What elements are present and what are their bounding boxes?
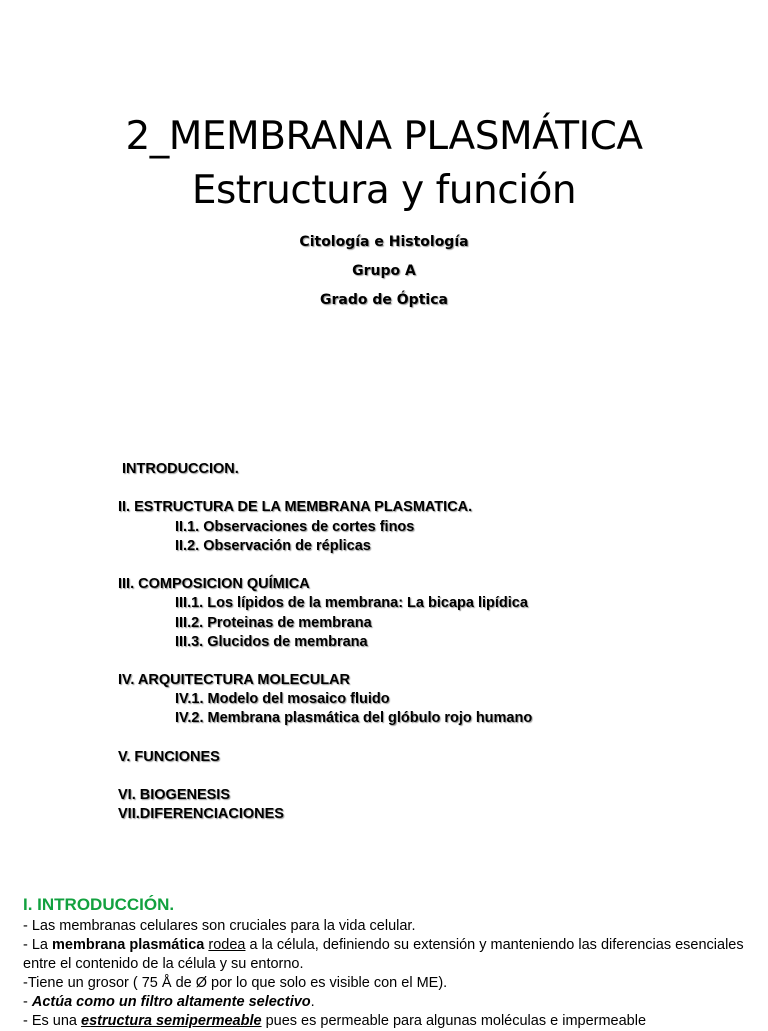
intro-p4-prefix: - [23, 994, 32, 1010]
toc-item-section-3-3: III.3. Glucidos de membrana [175, 633, 368, 650]
intro-p5-prefix: - Es una [23, 1013, 82, 1029]
intro-body [23, 917, 753, 1031]
intro-p5-rest: pues es permeable para algunas moléculas e impermeable [261, 1013, 647, 1029]
table-of-contents [118, 460, 532, 825]
title-line-1: 2_MEMBRANA PLASMÁTICA [125, 114, 643, 159]
title-line-2: Estructura y función [191, 168, 577, 213]
intro-paragraph-1: - Las membranas celulares son cruciales para la vida celular. [23, 918, 416, 934]
toc-item-section-3: III. COMPOSICION QUÍMICA [118, 576, 310, 593]
course-name: Citología e Histología [299, 234, 469, 250]
subtitle-block [0, 228, 768, 315]
intro-p4-emphasis: Actúa como un filtro altamente selectivo [31, 994, 311, 1010]
intro-heading: I. INTRODUCCIÓN. [23, 895, 175, 914]
toc-item-section-4: IV. ARQUITECTURA MOLECULAR [118, 672, 350, 689]
toc-item-intro: INTRODUCCION. [122, 461, 239, 477]
intro-p2-prefix: - La [23, 937, 53, 953]
intro-p5-emphasis: estructura semipermeable [81, 1013, 262, 1029]
toc-item-section-4-2: IV.2. Membrana plasmática del glóbulo rojo humano [175, 710, 533, 727]
toc-item-section-2: II. ESTRUCTURA DE LA MEMBRANA PLASMATICA. [118, 499, 473, 516]
toc-item-section-5: V. FUNCIONES [118, 748, 220, 765]
intro-p4-suffix: . [310, 994, 315, 1010]
toc-item-section-4-1: IV.1. Modelo del mosaico fluido [175, 691, 390, 708]
intro-p2-term: membrana plasmática [52, 937, 205, 953]
intro-p2-underlined: rodea [208, 937, 246, 953]
toc-item-section-2-1: II.1. Observaciones de cortes finos [175, 518, 415, 535]
intro-paragraph-2 [23, 936, 753, 974]
intro-paragraph-4 [23, 993, 753, 1012]
toc-item-section-3-1: III.1. Los lípidos de la membrana: La bicapa lipídica [175, 595, 528, 612]
group-name: Grupo A [352, 263, 416, 279]
slide-title [0, 110, 768, 218]
toc-item-section-2-2: II.2. Observación de réplicas [175, 537, 371, 554]
intro-p2-rest: a la célula, definiendo su extensión y manteniendo las diferencias esenciales entre el contenido de la célula y su entorno. [23, 937, 744, 972]
intro-paragraph-3: -Tiene un grosor ( 75 Å de Ø por lo que solo es visible con el ME). [23, 975, 448, 991]
toc-item-section-3-2: III.2. Proteinas de membrana [175, 614, 372, 631]
toc-item-section-7: VII.DIFERENCIACIONES [118, 806, 284, 823]
degree-name: Grado de Óptica [320, 292, 448, 308]
intro-paragraph-5 [23, 1012, 753, 1031]
toc-item-section-6: VI. BIOGENESIS [118, 787, 230, 804]
